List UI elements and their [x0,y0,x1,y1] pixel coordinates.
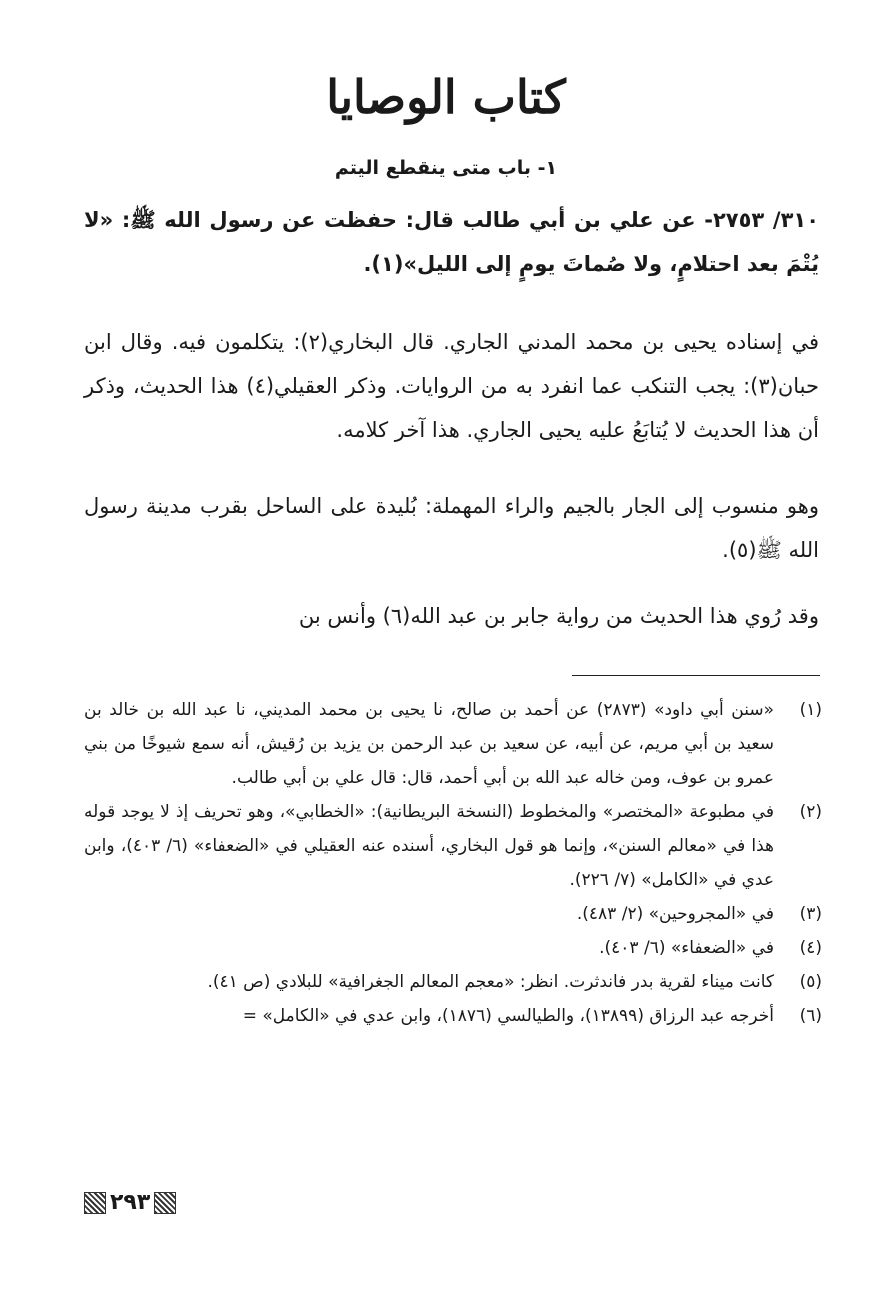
footnote-number: (٥) [799,972,822,992]
footnote-5 [84,965,822,999]
footnote-text: «سنن أبي داود» (٢٨٧٣) عن أحمد بن صالح، نا يحيى بن محمد المديني، نا عبد الله بن خالد بن سعيد بن أبي مريم، عن أبيه، عن سعيد بن عبد الرحمن بن يزيد بن رُقيش، أنه سمع شيوخًا من بني عمرو بن عوف، ومن خاله عبد الله بن أبي أحمد، قال: قال علي بن أبي طالب. [84,700,774,788]
ornament-icon [84,1192,106,1214]
footnote-number: (٣) [799,904,822,924]
footnote-text: في مطبوعة «المختصر» والمخطوط (النسخة البريطانية): «الخطابي»، وهو تحريف إذ لا يوجد قوله هذا في «معالم السنن»، وإنما هو قول البخاري، أسنده عنه العقيلي في «الضعفاء» (٦/ ٤٠٣)، وابن عدي في «الكامل» (٧/ ٢٢٦). [84,802,774,890]
chapter-heading: ١- باب متى ينقطع اليتم [334,157,558,179]
footnote-text: في «الضعفاء» (٦/ ٤٠٣). [599,938,774,958]
footnote-number: (٤) [799,938,822,958]
hadith-text: ٣١٠/ ٢٧٥٣- عن علي بن أبي طالب قال: حفظت عن رسول الله ﷺ: «لا يُتْمَ بعد احتلامٍ، ولا صُماتَ يومٍ إلى الليل»(١). [84,208,820,276]
footnote-separator [572,675,820,676]
footnote-text: كانت ميناء لقرية بدر فاندثرت. انظر: «معجم المعالم الجغرافية» للبلادي (ص ٤١). [207,972,774,992]
commentary-paragraph-3: وقد رُوي هذا الحديث من رواية جابر بن عبد الله(٦) وأنس بن [298,604,819,628]
footnotes [84,693,822,1033]
commentary-paragraph-1: في إسناده يحيى بن محمد المدني الجاري. قال البخاري(٢): يتكلمون فيه. وقال ابن حبان(٣): يجب التنكب عما انفرد به من الروايات. وذكر العقيلي(٤) هذا الحديث، وذكر أن هذا الحديث لا يُتابَعُ عليه يحيى الجاري. هذا آخر كلامه. [84,330,819,442]
footnote-text: أخرجه عبد الرزاق (١٣٨٩٩)، والطيالسي (١٨٧٦)، وابن عدي في «الكامل» = [242,1006,774,1026]
footnote-3 [84,897,822,931]
footnote-6 [84,999,822,1033]
book-title: كتاب الوصايا [326,70,566,124]
page-number: ٢٩٣ [110,1190,151,1215]
footnote-4 [84,931,822,965]
footnote-2 [84,795,822,897]
page-number-block [84,1190,176,1216]
footnote-text: في «المجروحين» (٢/ ٤٨٣). [576,904,774,924]
footnote-number: (٦) [799,1006,822,1026]
commentary-paragraph-2: وهو منسوب إلى الجار بالجيم والراء المهملة: بُليدة على الساحل بقرب مدينة رسول الله ﷺ(٥). [84,494,819,562]
footnote-1 [84,693,822,795]
footnote-number: (٢) [799,802,822,822]
footnote-number: (١) [799,700,822,720]
ornament-icon [154,1192,176,1214]
